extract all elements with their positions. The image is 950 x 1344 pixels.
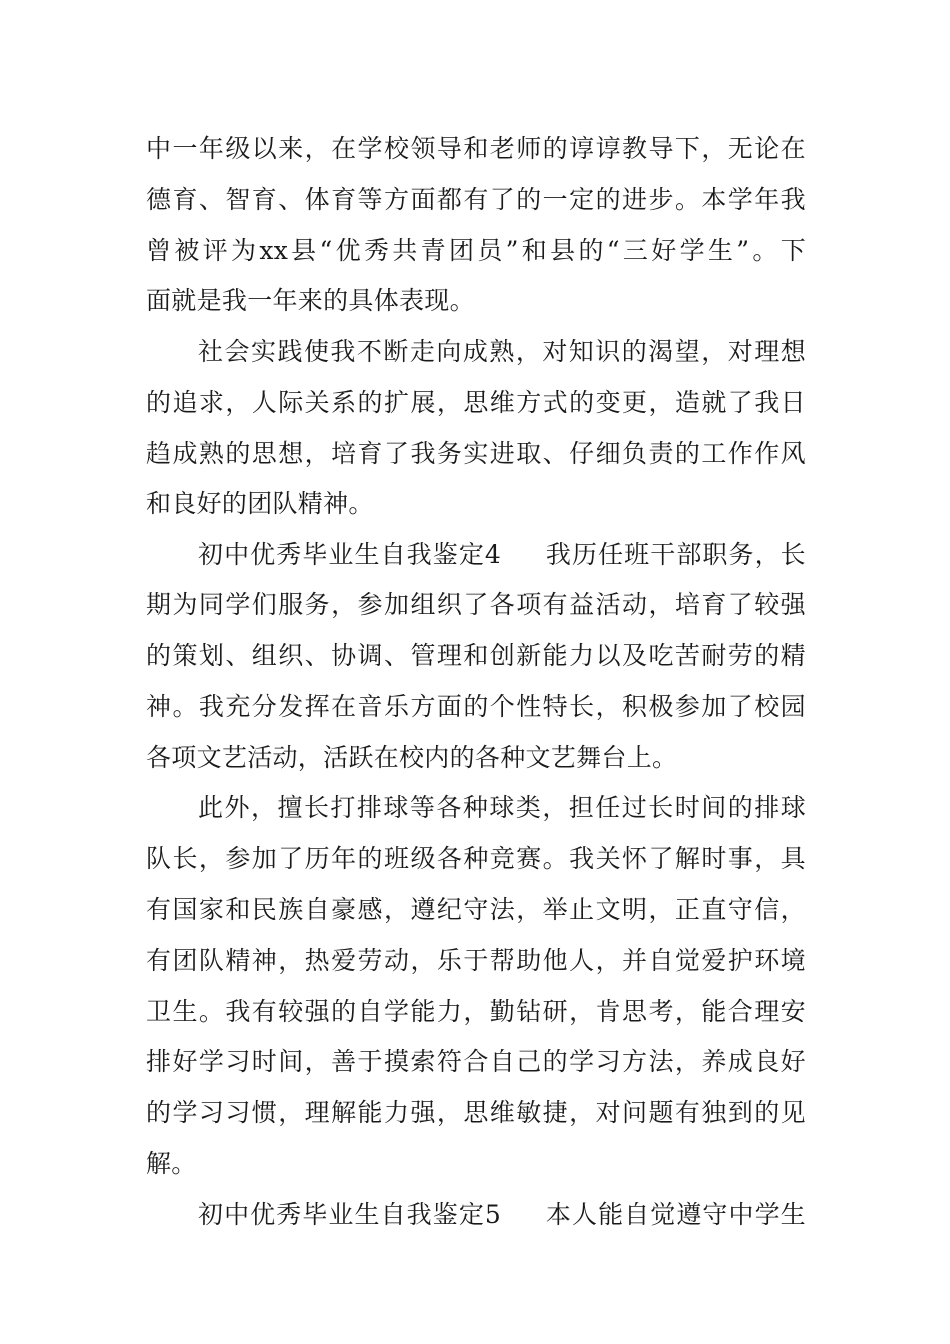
- text-line: 有团队精神，热爱劳动，乐于帮助他人，并自觉爱护环境: [146, 946, 806, 975]
- text-line: 解。: [146, 1149, 197, 1178]
- section-4-title: 初中优秀毕业生自我鉴定4: [198, 540, 502, 569]
- text-line: 各项文艺活动，活跃在校内的各种文艺舞台上。: [146, 743, 678, 772]
- text-line: 的学习习惯，理解能力强，思维敏捷，对问题有独到的见: [146, 1098, 806, 1127]
- text-line: 的策划、组织、协调、管理和创新能力以及吃苦耐劳的精: [146, 641, 806, 670]
- text-line: 趋成熟的思想，培育了我务实进取、仔细负责的工作作风: [146, 439, 806, 468]
- text-line: 排好学习时间，善于摸索符合自己的学习方法，养成良好: [146, 1047, 806, 1076]
- text-line: 有国家和民族自豪感，遵纪守法，举止文明，正直守信，: [146, 895, 806, 924]
- text-line: 中一年级以来，在学校领导和老师的谆谆教导下，无论在: [146, 134, 806, 163]
- text-line: 队长，参加了历年的班级各种竞赛。我关怀了解时事，具: [146, 844, 806, 873]
- section-5-title: 初中优秀毕业生自我鉴定5: [198, 1200, 502, 1229]
- text-line: 此外，擅长打排球等各种球类，担任过长时间的排球: [198, 793, 806, 822]
- text-line: 面就是我一年来的具体表现。: [146, 286, 475, 315]
- text-line: 和良好的团队精神。: [146, 489, 374, 518]
- section-4-heading-line: [198, 537, 806, 573]
- section-5-heading-line: [198, 1197, 806, 1233]
- text-line: 卫生。我有较强的自学能力，勤钻研，肯思考，能合理安: [146, 997, 806, 1026]
- text-line: 的追求，人际关系的扩展，思维方式的变更，造就了我日: [146, 388, 806, 417]
- text-line: 曾被评为xx县“优秀共青团员”和县的“三好学生”。下: [146, 236, 806, 265]
- text-line: 神。我充分发挥在音乐方面的个性特长，积极参加了校园: [146, 692, 806, 721]
- section-5-text: 本人能自觉遵守中学生: [545, 1200, 806, 1229]
- text-line: 德育、智育、体育等方面都有了的一定的进步。本学年我: [146, 185, 806, 214]
- text-line: 期为同学们服务，参加组织了各项有益活动，培育了较强: [146, 590, 806, 619]
- text-line: 社会实践使我不断走向成熟，对知识的渴望，对理想: [198, 337, 806, 366]
- section-4-text: 我历任班干部职务，长: [545, 540, 806, 569]
